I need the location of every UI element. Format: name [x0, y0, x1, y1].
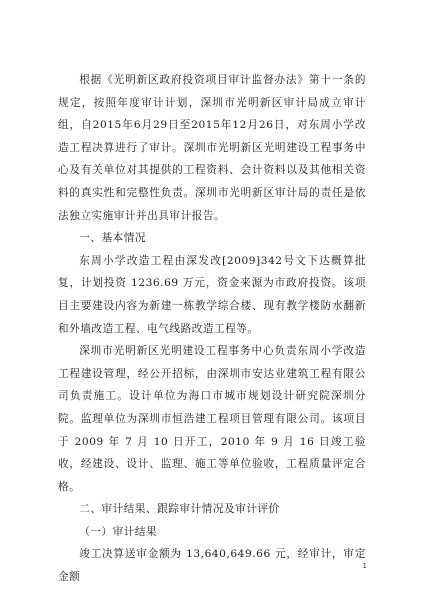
intro-paragraph: 根据《光明新区政府投资项目审计监督办法》第十一条的规定，按照年度审计计划，深圳市光明新区审计局成立审计组，自2015年6月29日至2015年12月26日，对东周小学改造工程决算进行了审计。深圳市光明新区光明建设工程事务中心及有关单位对其提供的工程资料、会计资料以及其他相关资料的真实性和完整性负责。深圳市光明新区审计局的责任是依法独立实施审计并出具审计报告。: [58, 74, 366, 222]
section-heading-basic-info: 一、基本情况: [79, 232, 147, 245]
basic-info-paragraph-1: 东周小学改造工程由深发改[2009]342号文下达概算批复，计划投资 1236.69 万元，资金来源为市政府投资。该项目主要建设内容为新建一栋教学综合楼、现有教学楼防水翻新和外墙改造工程、电气线路改造工程等。: [58, 254, 366, 335]
section-heading-audit-results: 二、审计结果、跟踪审计情况及审计评价: [79, 503, 280, 516]
page-number: 1: [362, 562, 367, 570]
audit-result-paragraph: 竣工决算送审金额为 13,640,649.66 元，经审计，审定金额: [58, 548, 366, 584]
subsection-heading-audit-result: （一）审计结果: [79, 525, 158, 538]
basic-info-paragraph-2: 深圳市光明新区光明建设工程事务中心负责东周小学改造工程建设管理，经公开招标，由深圳市安达业建筑工程有限公司负责施工。设计单位为海口市城市规划设计研究院深圳分院。监理单位为深圳市恒浩建工程项目管理有限公司。该项目于 2009 年 7 月 10 日开工，2010 年 9 月 16 日竣工验收，经建设、设计、监理、施工等单位验收，工程质量评定合格。: [58, 345, 366, 493]
